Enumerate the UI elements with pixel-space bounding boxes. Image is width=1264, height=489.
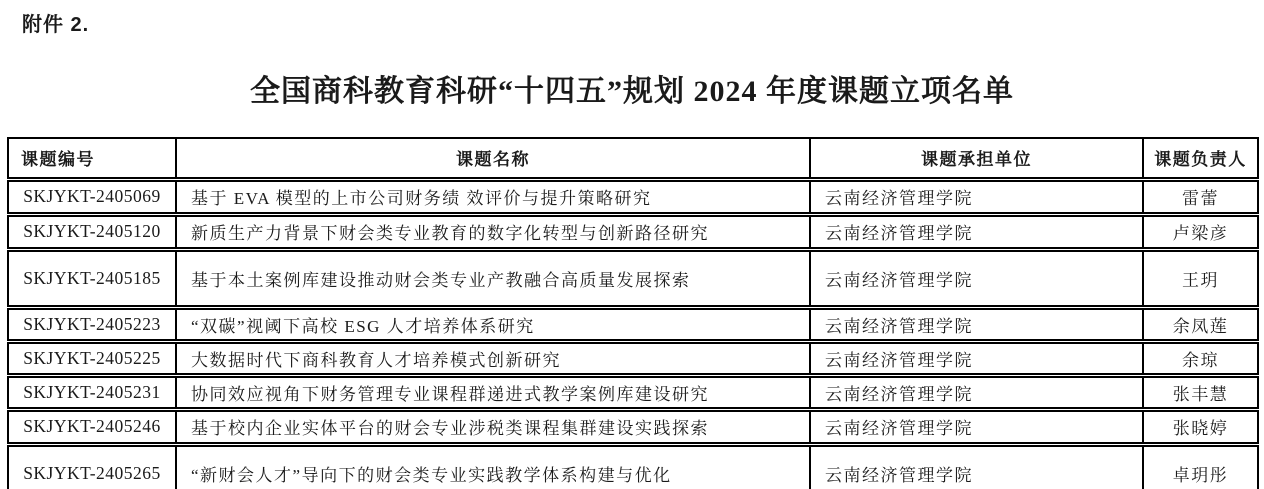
column-header-name: 课题名称 [176, 138, 810, 179]
table-row [8, 179, 1258, 214]
table-row [8, 375, 1258, 409]
cell-project-code: SKJYKT-2405246 [8, 409, 176, 444]
cell-project-code: SKJYKT-2405069 [8, 179, 176, 214]
cell-project-name: 大数据时代下商科教育人才培养模式创新研究 [176, 341, 810, 375]
cell-project-unit: 云南经济管理学院 [810, 249, 1143, 307]
cell-project-leader: 张晓婷 [1143, 409, 1258, 444]
cell-project-code: SKJYKT-2405185 [8, 249, 176, 307]
cell-project-leader: 余琼 [1143, 341, 1258, 375]
cell-project-name: 基于本土案例库建设推动财会类专业产教融合高质量发展探索 [176, 249, 810, 307]
cell-project-unit: 云南经济管理学院 [810, 375, 1143, 409]
cell-project-code: SKJYKT-2405120 [8, 214, 176, 249]
cell-project-code: SKJYKT-2405225 [8, 341, 176, 375]
cell-project-unit: 云南经济管理学院 [810, 179, 1143, 214]
cell-project-unit: 云南经济管理学院 [810, 341, 1143, 375]
cell-project-leader: 王玥 [1143, 249, 1258, 307]
table-row [8, 249, 1258, 307]
cell-project-leader: 卢梁彦 [1143, 214, 1258, 249]
column-header-leader: 课题负责人 [1143, 138, 1258, 179]
cell-project-leader: 张丰慧 [1143, 375, 1258, 409]
cell-project-unit: 云南经济管理学院 [810, 409, 1143, 444]
table-row [8, 409, 1258, 444]
cell-project-code: SKJYKT-2405223 [8, 307, 176, 341]
cell-project-name: “双碳”视阈下高校 ESG 人才培养体系研究 [176, 307, 810, 341]
cell-project-name: 基于校内企业实体平台的财会专业涉税类课程集群建设实践探索 [176, 409, 810, 444]
cell-project-unit: 云南经济管理学院 [810, 307, 1143, 341]
cell-project-leader: 雷蕾 [1143, 179, 1258, 214]
project-table-body [8, 179, 1258, 489]
cell-project-code: SKJYKT-2405231 [8, 375, 176, 409]
cell-project-name: 协同效应视角下财务管理专业课程群递进式教学案例库建设研究 [176, 375, 810, 409]
cell-project-code: SKJYKT-2405265 [8, 444, 176, 489]
table-row [8, 307, 1258, 341]
cell-project-leader: 卓玥彤 [1143, 444, 1258, 489]
cell-project-name: “新财会人才”导向下的财会类专业实践教学体系构建与优化 [176, 444, 810, 489]
table-row [8, 214, 1258, 249]
cell-project-name: 基于 EVA 模型的上市公司财务绩 效评价与提升策略研究 [176, 179, 810, 214]
attachment-label: 附件 2. [22, 14, 90, 36]
cell-project-name: 新质生产力背景下财会类专业教育的数字化转型与创新路径研究 [176, 214, 810, 249]
cell-project-unit: 云南经济管理学院 [810, 444, 1143, 489]
table-row [8, 444, 1258, 489]
cell-project-leader: 余凤莲 [1143, 307, 1258, 341]
table-row [8, 341, 1258, 375]
table-header-row [8, 138, 1258, 179]
column-header-code: 课题编号 [8, 138, 176, 179]
page-title: 全国商科教育科研“十四五”规划 2024 年度课题立项名单 [250, 75, 1014, 108]
cell-project-unit: 云南经济管理学院 [810, 214, 1143, 249]
project-table [7, 137, 1259, 489]
column-header-unit: 课题承担单位 [810, 138, 1143, 179]
